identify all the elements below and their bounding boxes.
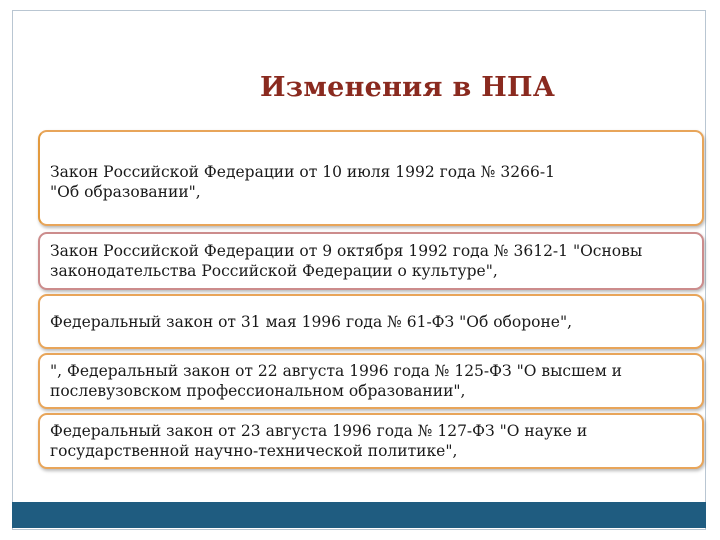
law-item-1-line-2: "Об образовании", [50, 183, 201, 201]
law-item-5-line-2: государственной научно-технической политике", [50, 442, 458, 460]
law-item-4-text [50, 361, 622, 401]
law-item-1-text [50, 162, 555, 202]
bottom-accent-bar [12, 502, 706, 528]
law-item-3-text [50, 312, 572, 332]
law-item-3 [38, 294, 704, 349]
law-item-4-line-2: послевузовском профессиональном образовании", [50, 382, 466, 400]
law-item-4 [38, 353, 704, 409]
law-item-5-line-1: Федеральный закон от 23 августа 1996 года № 127-ФЗ "О науке и [50, 422, 588, 440]
slide-title: Изменения в НПА [260, 72, 556, 103]
law-item-4-line-1: ", Федеральный закон от 22 августа 1996 года № 125-ФЗ "О высшем и [50, 362, 623, 380]
law-item-3-line-1: Федеральный закон от 31 мая 1996 года № 61-ФЗ "Об обороне", [50, 312, 573, 331]
law-item-2-line-2: законодательства Российской Федерации о культуре", [50, 262, 498, 280]
law-item-1-line-1: Закон Российской Федерации от 10 июля 1992 года № 3266-1 [50, 163, 555, 181]
law-item-2 [38, 232, 704, 290]
law-item-5-text [50, 421, 587, 461]
law-item-1 [38, 130, 704, 226]
law-item-5 [38, 413, 704, 469]
law-item-2-line-1: Закон Российской Федерации от 9 октября 1992 года № 3612-1 "Основы [50, 242, 643, 260]
law-item-2-text [50, 241, 642, 281]
